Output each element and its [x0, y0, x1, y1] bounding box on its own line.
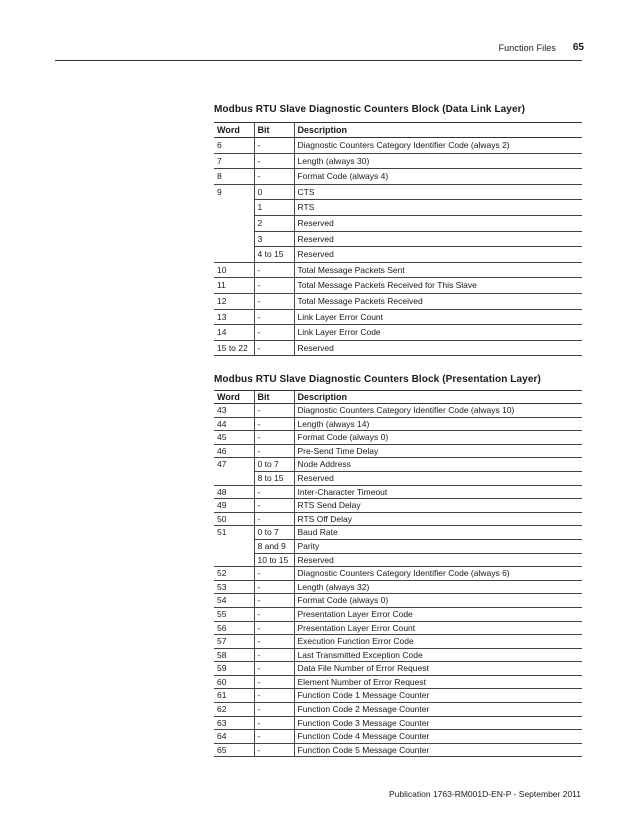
table-row — [214, 499, 582, 513]
bit-cell: 0 — [254, 184, 294, 200]
word-cell: 7 — [214, 153, 254, 169]
table-row — [214, 278, 582, 294]
presentation-layer-table — [214, 390, 582, 757]
word-cell — [214, 200, 254, 216]
bit-cell: 3 — [254, 231, 294, 247]
description-cell: Function Code 3 Message Counter — [294, 716, 582, 730]
table-row — [214, 215, 582, 231]
table-row — [214, 526, 582, 540]
bit-cell: - — [254, 730, 294, 744]
bit-cell: - — [254, 499, 294, 513]
table-row — [214, 539, 582, 553]
word-cell — [214, 231, 254, 247]
bit-cell: 8 and 9 — [254, 539, 294, 553]
description-cell: Reserved — [294, 340, 582, 356]
word-cell: 58 — [214, 648, 254, 662]
table-row — [214, 262, 582, 278]
table-row — [214, 621, 582, 635]
bit-cell: - — [254, 485, 294, 499]
word-cell: 65 — [214, 743, 254, 757]
word-cell: 45 — [214, 431, 254, 445]
column-header-word: Word — [214, 391, 254, 404]
description-cell: RTS — [294, 200, 582, 216]
description-cell: Presentation Layer Error Code — [294, 607, 582, 621]
table-row — [214, 580, 582, 594]
bit-cell: - — [254, 431, 294, 445]
word-cell: 12 — [214, 293, 254, 309]
table-row — [214, 293, 582, 309]
description-cell: Execution Function Error Code — [294, 635, 582, 649]
table-row — [214, 169, 582, 185]
bit-cell: - — [254, 153, 294, 169]
table-title: Modbus RTU Slave Diagnostic Counters Block (Presentation Layer) — [214, 374, 541, 385]
table-row — [214, 458, 582, 472]
word-cell: 11 — [214, 278, 254, 294]
description-cell: Pre-Send Time Delay — [294, 444, 582, 458]
word-cell — [214, 553, 254, 567]
description-cell: CTS — [294, 184, 582, 200]
word-cell — [214, 471, 254, 485]
table-row — [214, 431, 582, 445]
bit-cell: - — [254, 580, 294, 594]
description-cell: Length (always 14) — [294, 417, 582, 431]
description-cell: Function Code 1 Message Counter — [294, 689, 582, 703]
table-row — [214, 675, 582, 689]
table-row — [214, 471, 582, 485]
bit-cell: - — [254, 594, 294, 608]
table-title: Modbus RTU Slave Diagnostic Counters Block (Data Link Layer) — [214, 104, 526, 115]
description-cell: Reserved — [294, 471, 582, 485]
table-row — [214, 648, 582, 662]
table-row — [214, 743, 582, 757]
column-header-bit: Bit — [254, 123, 294, 138]
table-row — [214, 553, 582, 567]
section-title: Function Files — [498, 43, 556, 53]
description-cell: Length (always 30) — [294, 153, 582, 169]
bit-cell: - — [254, 567, 294, 581]
description-cell: Node Address — [294, 458, 582, 472]
bit-cell: - — [254, 293, 294, 309]
bit-cell: - — [254, 689, 294, 703]
page-number: 65 — [572, 42, 584, 53]
table-row — [214, 404, 582, 418]
bit-cell: - — [254, 648, 294, 662]
bit-cell: 1 — [254, 200, 294, 216]
bit-cell: - — [254, 675, 294, 689]
description-cell: Total Message Packets Sent — [294, 262, 582, 278]
description-cell: Total Message Packets Received — [294, 293, 582, 309]
page-header — [0, 0, 638, 70]
word-cell: 47 — [217, 459, 227, 470]
description-cell: Last Transmitted Exception Code — [294, 648, 582, 662]
description-cell: Diagnostic Counters Category Identifier Code (always 10) — [294, 404, 582, 418]
bit-cell: - — [254, 309, 294, 325]
description-cell: Link Layer Error Code — [294, 325, 582, 341]
word-cell: 6 — [214, 138, 254, 154]
description-cell: Function Code 5 Message Counter — [294, 743, 582, 757]
table-header-row — [214, 391, 582, 404]
word-cell: 63 — [214, 716, 254, 730]
table-row — [214, 247, 582, 263]
table-row — [214, 231, 582, 247]
table-row — [214, 730, 582, 744]
table-row — [214, 703, 582, 717]
bit-cell: - — [254, 325, 294, 341]
description-cell: Total Message Packets Received for This Slave — [294, 278, 582, 294]
description-cell: Format Code (always 0) — [294, 431, 582, 445]
bit-cell: 0 to 7 — [254, 526, 294, 540]
table-row — [214, 153, 582, 169]
column-header-bit: Bit — [254, 391, 294, 404]
bit-cell: - — [254, 138, 294, 154]
description-cell: Diagnostic Counters Category Identifier Code (always 2) — [294, 138, 582, 154]
table-body — [214, 404, 582, 757]
bit-cell: - — [254, 512, 294, 526]
word-cell: 10 — [214, 262, 254, 278]
description-cell: RTS Send Delay — [294, 499, 582, 513]
table-row — [214, 417, 582, 431]
word-cell: 8 — [214, 169, 254, 185]
table-header-row — [214, 123, 582, 138]
column-header-description: Description — [294, 391, 582, 404]
table-row — [214, 689, 582, 703]
word-cell — [214, 215, 254, 231]
word-cell: 55 — [214, 607, 254, 621]
bit-cell: - — [254, 444, 294, 458]
table-row — [214, 635, 582, 649]
word-cell: 9 — [217, 186, 222, 197]
bit-cell: 4 to 15 — [254, 247, 294, 263]
bit-cell: - — [254, 278, 294, 294]
table-row — [214, 325, 582, 341]
word-cell: 61 — [214, 689, 254, 703]
table-row — [214, 567, 582, 581]
word-cell: 60 — [214, 675, 254, 689]
description-cell: Baud Rate — [294, 526, 582, 540]
word-cell: 13 — [214, 309, 254, 325]
word-cell: 51 — [217, 527, 227, 538]
word-cell: 14 — [214, 325, 254, 341]
table-row — [214, 444, 582, 458]
word-cell — [214, 247, 254, 263]
description-cell: Length (always 32) — [294, 580, 582, 594]
description-cell: Reserved — [294, 215, 582, 231]
description-cell: Data File Number of Error Request — [294, 662, 582, 676]
bit-cell: - — [254, 340, 294, 356]
word-cell: 64 — [214, 730, 254, 744]
description-cell: RTS Off Delay — [294, 512, 582, 526]
word-cell: 59 — [214, 662, 254, 676]
word-cell: 52 — [214, 567, 254, 581]
description-cell: Reserved — [294, 553, 582, 567]
bit-cell: - — [254, 743, 294, 757]
description-cell: Presentation Layer Error Count — [294, 621, 582, 635]
table-row — [214, 607, 582, 621]
word-cell — [214, 539, 254, 553]
description-cell: Element Number of Error Request — [294, 675, 582, 689]
word-cell: 43 — [214, 404, 254, 418]
word-cell: 62 — [214, 703, 254, 717]
table-row — [214, 512, 582, 526]
table-row — [214, 594, 582, 608]
table-row — [214, 309, 582, 325]
bit-cell: - — [254, 635, 294, 649]
description-cell: Inter-Character Timeout — [294, 485, 582, 499]
column-header-word: Word — [214, 123, 254, 138]
description-cell: Link Layer Error Count — [294, 309, 582, 325]
bit-cell: - — [254, 262, 294, 278]
data-link-layer-block — [214, 104, 582, 356]
word-cell: 46 — [214, 444, 254, 458]
bit-cell: - — [254, 404, 294, 418]
bit-cell: - — [254, 703, 294, 717]
word-cell: 56 — [214, 621, 254, 635]
bit-cell: 10 to 15 — [254, 553, 294, 567]
word-cell: 57 — [214, 635, 254, 649]
table-body — [214, 138, 582, 356]
table-row — [214, 340, 582, 356]
word-cell: 48 — [214, 485, 254, 499]
description-cell: Parity — [294, 539, 582, 553]
table-row — [214, 485, 582, 499]
publication-footer: Publication 1763-RM001D-EN-P - September 2011 — [389, 789, 581, 799]
bit-cell: 8 to 15 — [254, 471, 294, 485]
header-rule — [55, 60, 582, 61]
bit-cell: 0 to 7 — [254, 458, 294, 472]
table-row — [214, 662, 582, 676]
column-header-description: Description — [294, 123, 582, 138]
data-link-layer-table — [214, 122, 582, 356]
description-cell: Format Code (always 4) — [294, 169, 582, 185]
description-cell: Reserved — [294, 247, 582, 263]
bit-cell: - — [254, 169, 294, 185]
word-cell: 50 — [214, 512, 254, 526]
description-cell: Function Code 2 Message Counter — [294, 703, 582, 717]
bit-cell: - — [254, 621, 294, 635]
word-cell: 15 to 22 — [214, 340, 254, 356]
description-cell: Diagnostic Counters Category Identifier Code (always 6) — [294, 567, 582, 581]
word-cell: 44 — [214, 417, 254, 431]
word-cell: 54 — [214, 594, 254, 608]
word-cell: 49 — [214, 499, 254, 513]
description-cell: Reserved — [294, 231, 582, 247]
table-row — [214, 184, 582, 200]
table-row — [214, 716, 582, 730]
bit-cell: - — [254, 417, 294, 431]
description-cell: Function Code 4 Message Counter — [294, 730, 582, 744]
table-row — [214, 200, 582, 216]
bit-cell: - — [254, 662, 294, 676]
presentation-layer-block — [214, 374, 582, 757]
bit-cell: 2 — [254, 215, 294, 231]
word-cell: 53 — [214, 580, 254, 594]
bit-cell: - — [254, 716, 294, 730]
bit-cell: - — [254, 607, 294, 621]
table-row — [214, 138, 582, 154]
description-cell: Format Code (always 0) — [294, 594, 582, 608]
